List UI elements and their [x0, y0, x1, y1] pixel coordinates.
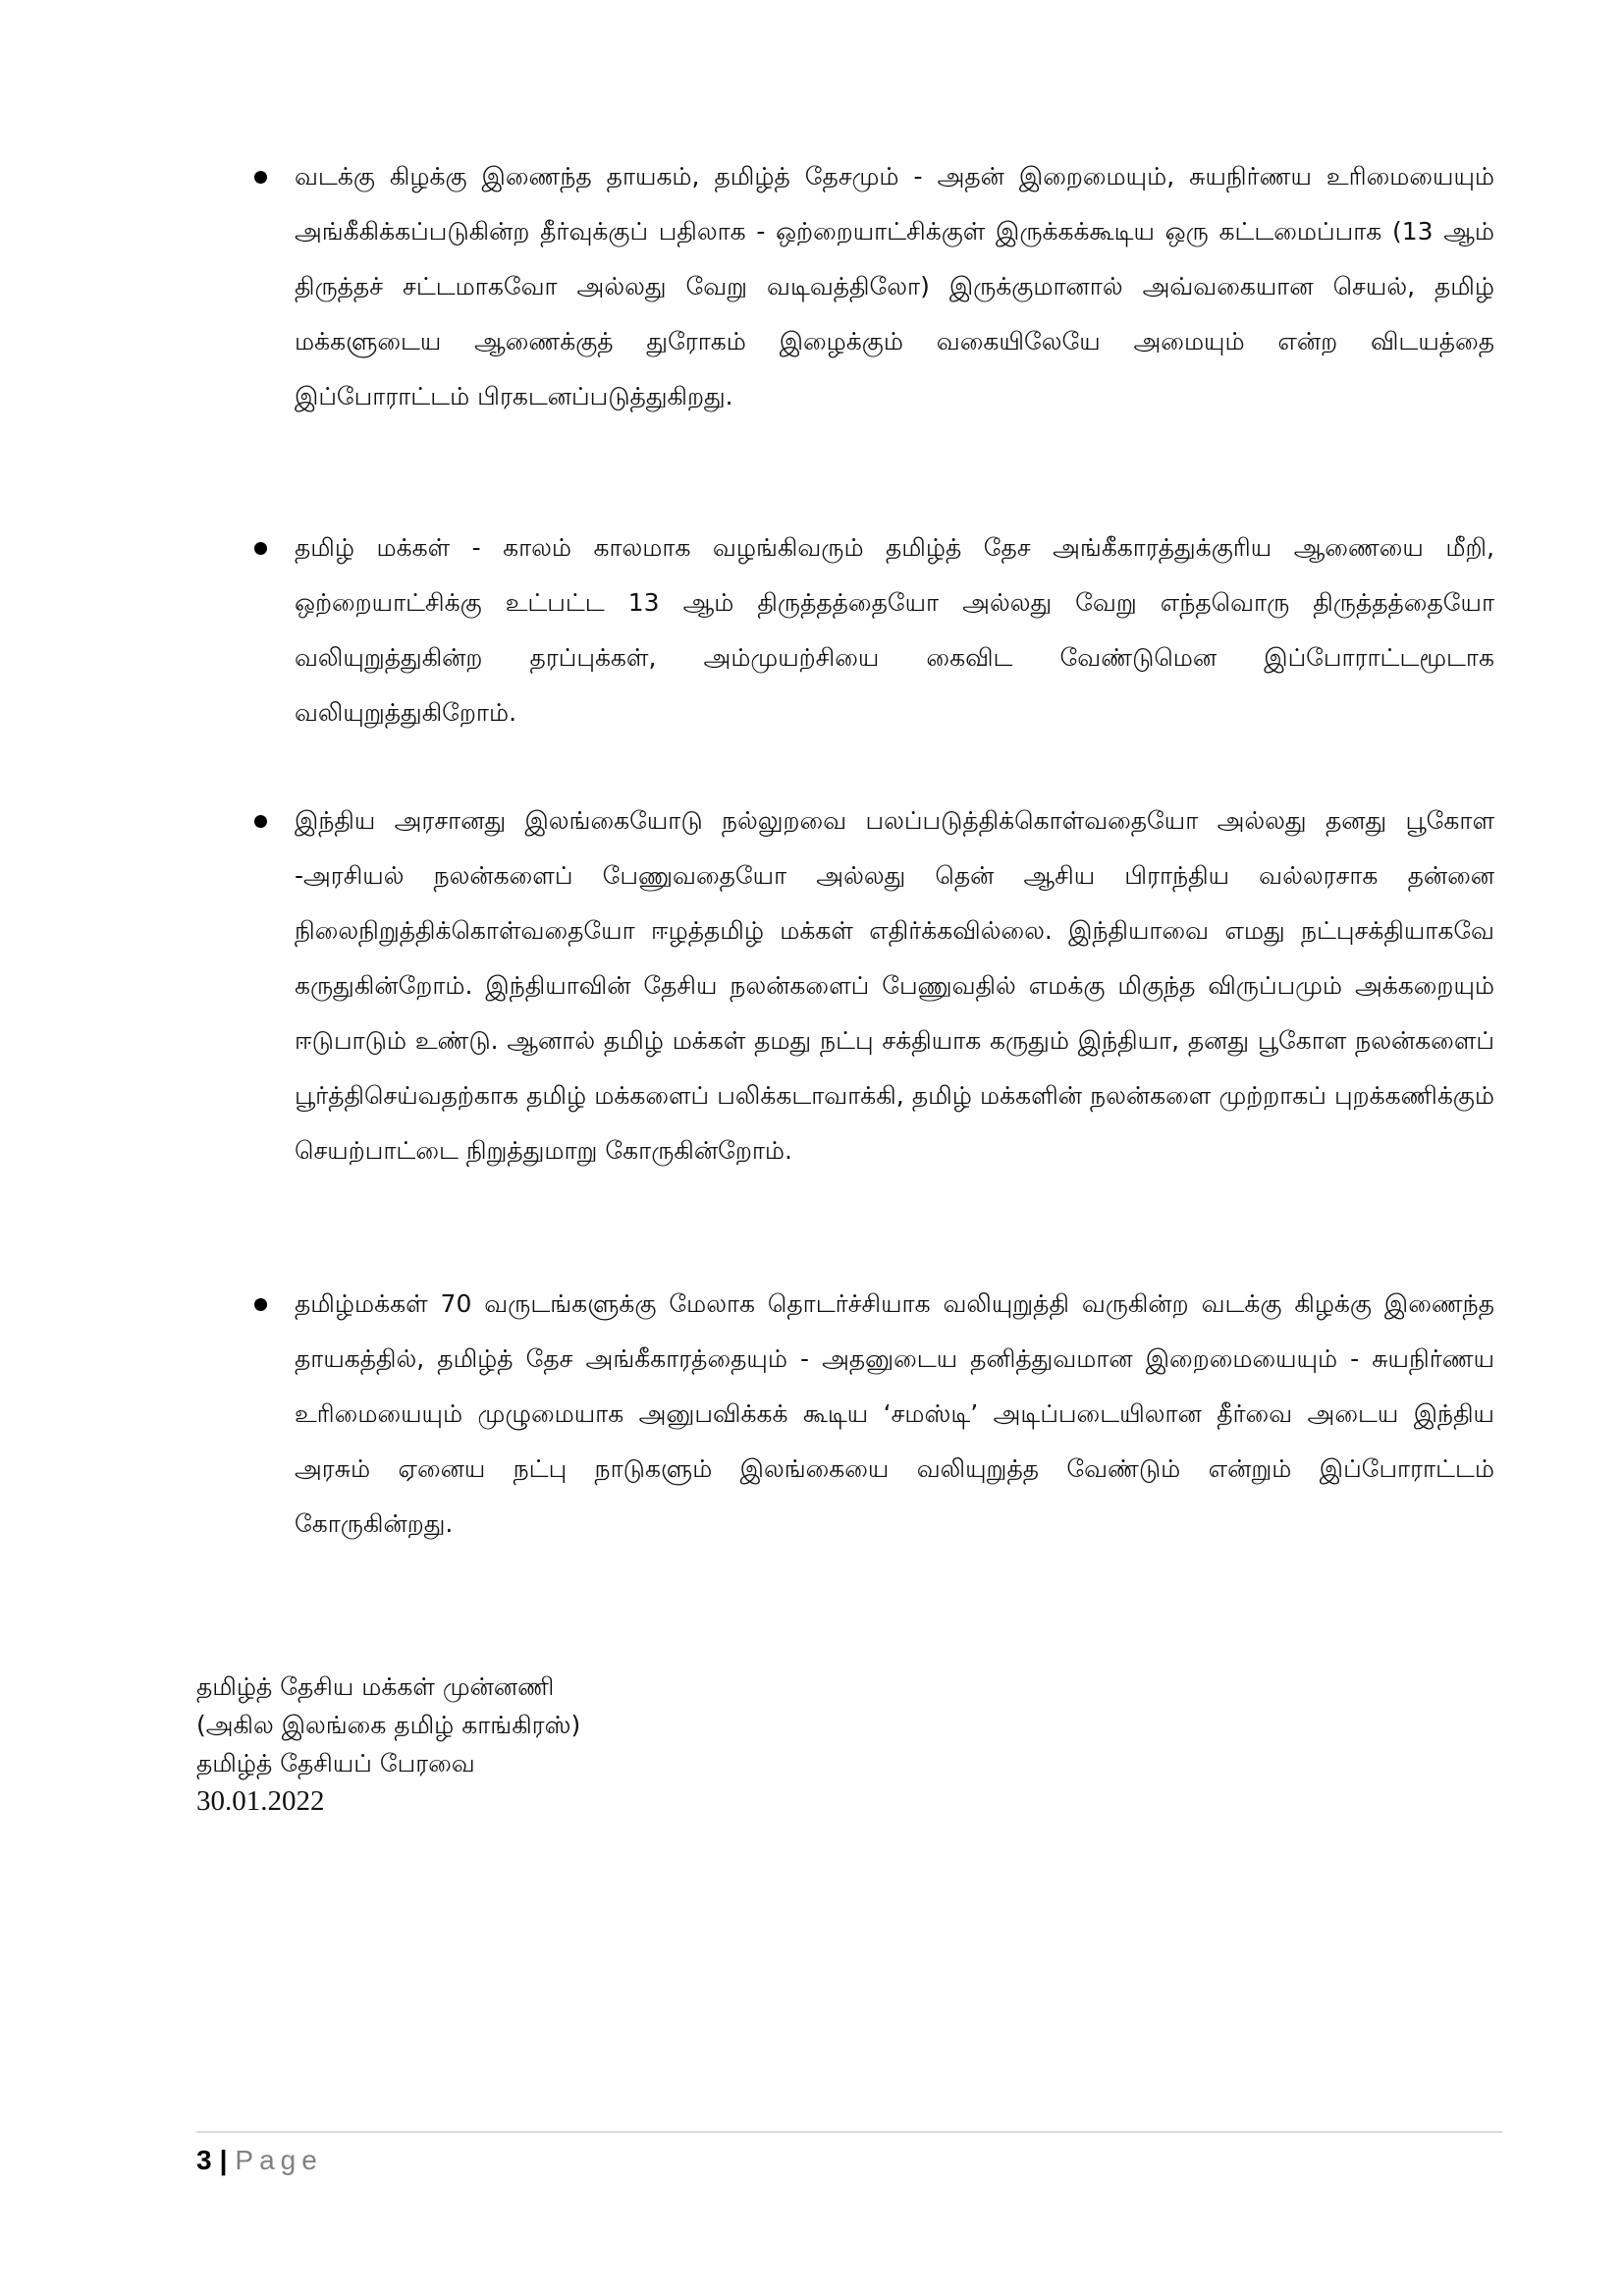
footer-separator: | [219, 2145, 228, 2175]
page-label: Page [235, 2145, 323, 2175]
bullet-dot-icon [254, 542, 267, 555]
bullet-text-3: இந்திய அரசானது இலங்கையோடு நல்லுறவை பலப்படுத்திக்கொள்வதையோ அல்லது தனது பூகோள -அரசியல் நலன்களைப் பேணுவதையோ அல்லது தென் ஆசிய பிராந்திய வல்லரசாக தன்னை நிலைநிறுத்திக்கொள்வதையோ ஈழத்தமிழ் மக்கள் எதிர்க்கவில்லை. இந்தியாவை எமது நட்புசக்தியாகவே கருதுகின்றோம். இந்தியாவின் தேசிய நலன்களைப் பேணுவதில் எமக்கு மிகுந்த விருப்பமும் அக்கறையும் ஈடுபாடும் உண்டு. ஆனால் தமிழ் மக்கள் தமது நட்பு சக்தியாக கருதும் இந்தியா, தனது பூகோள நலன்களைப் பூர்த்திசெய்வதற்காக தமிழ் மக்களைப் பலிக்கடாவாக்கி, தமிழ் மக்களின் நலன்களை முற்றாகப் புறக்கணிக்கும் செயற்பாட்டை நிறுத்துமாறு கோருகின்றோம். [295, 806, 1494, 1165]
bullet-item-1 [295, 149, 1494, 424]
bullet-dot-icon [254, 1298, 267, 1311]
signature-block [196, 1667, 580, 1821]
bullet-item-3 [295, 793, 1494, 1178]
page-footer [196, 2143, 323, 2178]
bullet-text-4: தமிழ்மக்கள் 70 வருடங்களுக்கு மேலாக தொடர்ச்சியாக வலியுறுத்தி வருகின்ற வடக்கு கிழக்கு இணைந்த தாயகத்தில், தமிழ்த் தேச அங்கீகாரத்தையும் - அதனுடைய தனித்துவமான இறைமையையும் - சுயநிர்ணய உரிமையையும் முழுமையாக அனுபவிக்கக் கூடிய ‘சமஸ்டி’ அடிப்படையிலான தீர்வை அடைய இந்திய அரசும் ஏனைய நட்பு நாடுகளும் இலங்கையை வலியுறுத்த வேண்டும் என்றும் இப்போராட்டம் கோருகின்றது. [295, 1289, 1494, 1538]
footer-divider [196, 2131, 1502, 2133]
bullet-item-2 [295, 520, 1494, 740]
signature-organization: தமிழ்த் தேசிய மக்கள் முன்னணி [196, 1672, 555, 1701]
bullet-text-2: தமிழ் மக்கள் - காலம் காலமாக வழங்கிவரும் தமிழ்த் தேச அங்கீகாரத்துக்குரிய ஆணையை மீறி, ஒற்றையாட்சிக்கு உட்பட்ட 13 ஆம் திருத்தத்தையோ அல்லது வேறு எந்தவொரு திருத்தத்தையோ வலியுறுத்துகின்ற தரப்புக்கள், அம்முயற்சியை கைவிட வேண்டுமென இப்போராட்டமூடாக வலியுறுத்துகிறோம். [295, 533, 1494, 727]
bullet-item-4 [295, 1277, 1494, 1552]
bullet-dot-icon [254, 171, 267, 184]
signature-council: தமிழ்த் தேசியப் பேரவை [196, 1749, 475, 1777]
bullet-text-1: வடக்கு கிழக்கு இணைந்த தாயகம், தமிழ்த் தேசமும் - அதன் இறைமையும், சுயநிர்ணய உரிமையையும் அங்கீகிக்கப்படுகின்ற தீர்வுக்குப் பதிலாக - ஒற்றையாட்சிக்குள் இருக்கக்கூடிய ஒரு கட்டமைப்பாக (13 ஆம் திருத்தச் சட்டமாகவோ அல்லது வேறு வடிவத்திலோ) இருக்குமானால் அவ்வகையான செயல், தமிழ் மக்களுடைய ஆணைக்குத் துரோகம் இழைக்கும் வகையிலேயே அமையும் என்ற விடயத்தை இப்போராட்டம் பிரகடனப்படுத்துகிறது. [295, 162, 1494, 410]
signature-date: 30.01.2022 [196, 1785, 325, 1817]
page-number: 3 [196, 2145, 212, 2175]
bullet-dot-icon [254, 815, 267, 828]
signature-affiliation: (அகில இலங்கை தமிழ் காங்கிரஸ்) [196, 1711, 581, 1739]
